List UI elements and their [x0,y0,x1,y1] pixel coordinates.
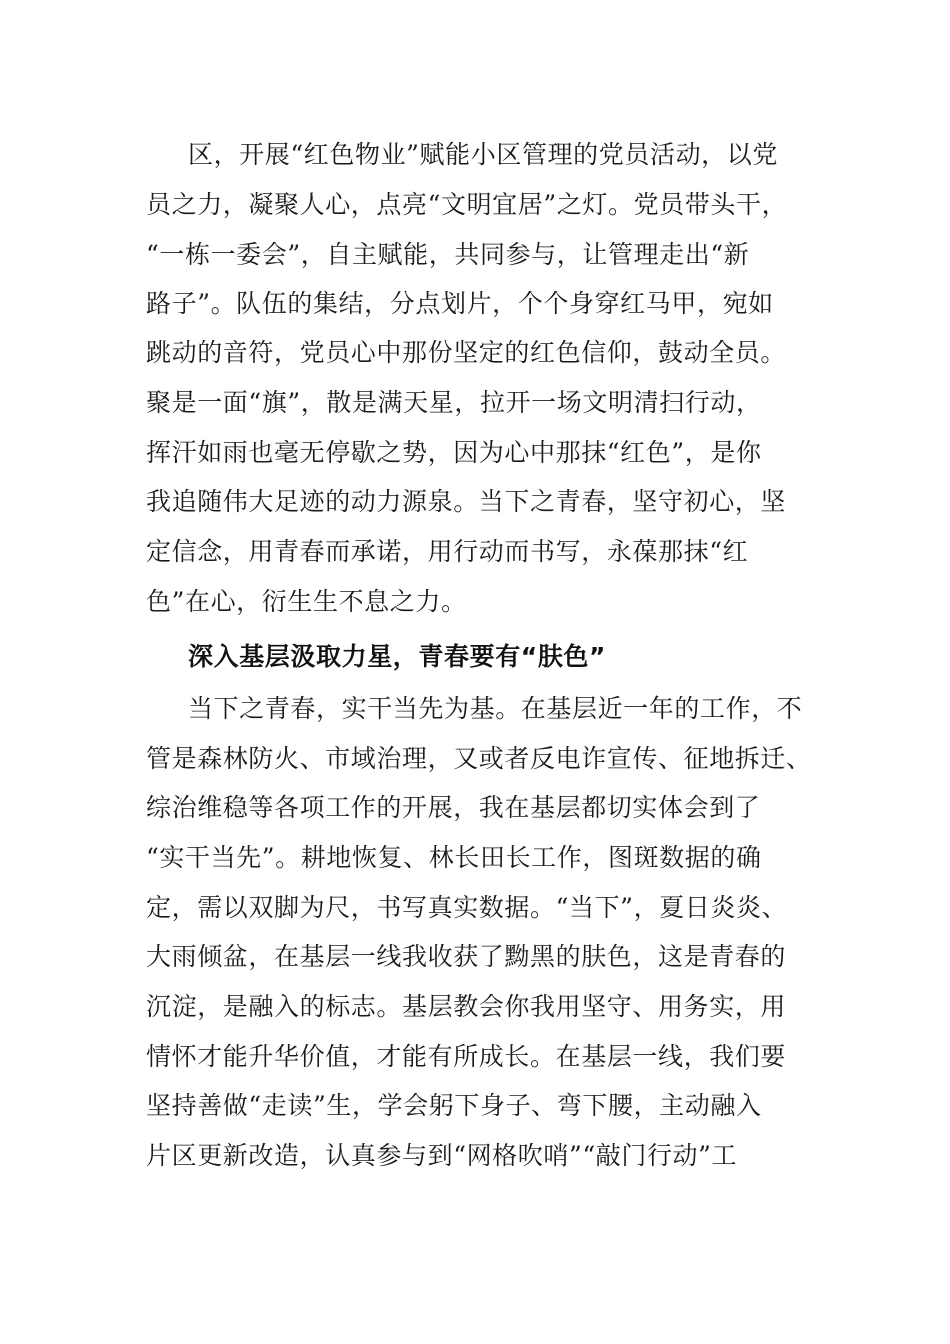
paragraph-2-line-3: 综治维稳等各项工作的开展，我在基层都切实体会到了 [146,793,761,822]
paragraph-2-line-10: 片区更新改造，认真参与到“网格吹哨”“敲门行动”工 [146,1141,738,1170]
section-heading: 深入基层汲取力星，青春要有“肤色” [188,642,607,671]
paragraph-2-line-8: 情怀才能升华价值，才能有所成长。在基层一线，我们要 [146,1042,787,1071]
paragraph-2-line-2: 管是森林防火、市域治理，又或者反电诈宣传、征地拆迁、 [146,744,812,773]
paragraph-1-line-8: 我追随伟大足迹的动力源泉。当下之青春，坚守初心，坚 [146,487,787,516]
paragraph-1-line-6: 聚是一面“旗”，散是满天星，拉开一场文明清扫行动， [146,388,762,417]
paragraph-2-line-6: 大雨倾盆，在基层一线我收获了黝黑的肤色，这是青春的 [146,942,787,971]
paragraph-1-line-9: 定信念，用青春而承诺，用行动而书写，永葆那抹“红 [146,537,749,566]
paragraph-2-line-4: “实干当先”。耕地恢复、林长田长工作，图斑数据的确 [146,843,762,872]
paragraph-1-line-1: 区，开展“红色物业”赋能小区管理的党员活动，以党 [188,140,778,169]
paragraph-1-line-2: 员之力，凝聚人心，点亮“文明宜居”之灯。党员带头干， [146,190,788,219]
paragraph-1-line-3: “一栋一委会”，自主赋能，共同参与，让管理走出“新 [146,240,750,269]
paragraph-2-line-9: 坚持善做“走读”生，学会躬下身子、弯下腰，主动融入 [146,1091,762,1120]
paragraph-1-line-5: 跳动的音符，党员心中那份坚定的红色信仰，鼓动全员。 [146,338,787,367]
paragraph-2-line-1: 当下之青春，实干当先为基。在基层近一年的工作，不 [188,694,803,723]
paragraph-2-line-5: 定，需以双脚为尺，书写真实数据。“当下”，夏日炎炎、 [146,893,788,922]
paragraph-1-line-7: 挥汗如雨也毫无停歇之势，因为心中那抹“红色”，是你 [146,438,762,467]
paragraph-1-line-10: 色”在心，衍生生不息之力。 [146,587,467,616]
paragraph-2-line-7: 沉淀，是融入的标志。基层教会你我用坚守、用务实，用 [146,992,787,1021]
paragraph-1-line-4: 路子”。队伍的集结，分点划片，个个身穿红马甲，宛如 [146,289,774,318]
